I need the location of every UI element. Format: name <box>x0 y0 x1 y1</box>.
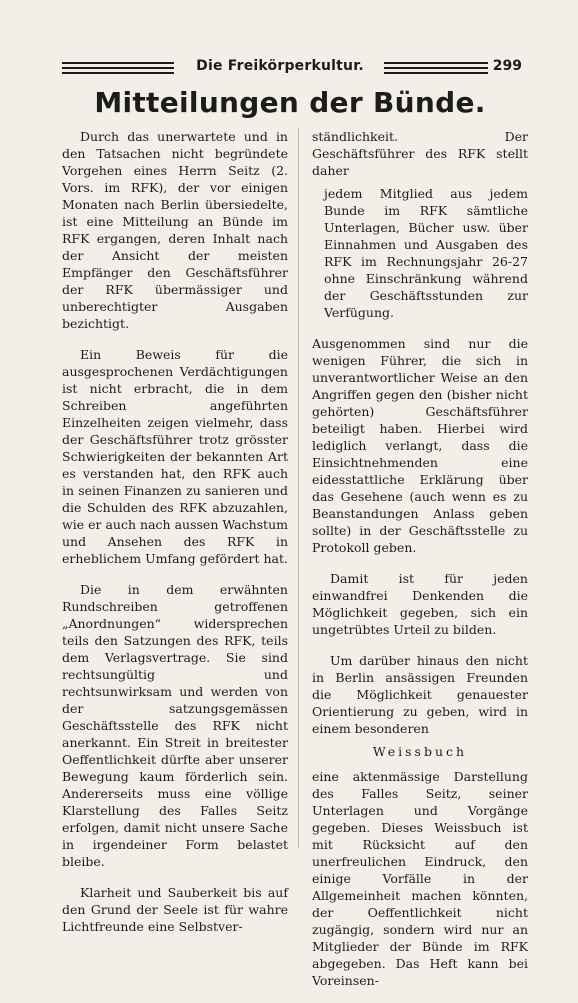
paragraph: Damit ist für jeden einwandfrei Denkenden die Möglichkeit gegeben, sich ein ungetrübtes Urteil zu bilden. <box>312 571 528 637</box>
paragraph: ständlichkeit. Der Geschäftsführer des RFK stellt daher <box>312 129 528 178</box>
section-title: Mitteilungen der Bünde. <box>94 86 486 119</box>
paragraph: Durch das unerwartete und in den Tatsachen nicht begründete Vorgehen eines Herrn Seitz (2. Vors. im RFK), der vor einigen Monaten nach Berlin übersiedelte, ist eine Mitteilung an Bünde im RFK ergangen, deren Inhalt nach der Ansicht der meisten Empfänger den Geschäftsführer der RFK übermässiger und unberechtigter Ausgaben bezichtigt. <box>62 129 288 331</box>
paragraph: Ein Beweis für die ausgesprochenen Verdächtigungen ist nicht erbracht, die in dem Schreiben angeführten Einzelheiten zeigen vielmehr, dass der Geschäftsführer trotz grösster Schwierigkeiten der bekannten Art es verstanden hat, den RFK auch in seinen Finanzen zu sanieren und die Schulden des RFK abzuzahlen, wie er auch nach aussen Wachstum und Ansehen des RFK in erheblichem Umfang gefördert hat. <box>62 347 288 566</box>
page-number: 299 <box>492 58 522 74</box>
right-column <box>312 128 528 1003</box>
paragraph: Um darüber hinaus den nicht in Berlin ansässigen Freunden die Möglichkeit genauester Orientierung zu geben, wird in einem besonderen <box>312 653 528 736</box>
running-title: Die Freikörperkultur. <box>196 58 364 74</box>
header-rule-right <box>384 62 488 76</box>
header-rule-left <box>62 62 174 76</box>
subheading: Weissbuch <box>372 744 468 759</box>
paragraph: eine aktenmässige Darstellung des Falles Seitz, seiner Unterlagen und Vorgänge gegeben. Dieses Weissbuch ist mit Rücksicht auf den unerfreulichen Eindruck, den einige Vorfälle in der Allgemeinheit machen könnten, der Oeffentlichkeit nicht zugängig, sondern wird nur an Mitglieder der Bünde im RFK abgegeben. Das Heft kann bei Voreinsen- <box>312 769 528 988</box>
paragraph: Ausgenommen sind nur die wenigen Führer, die sich in unverantwortlicher Weise an den Angriffen gegen den (bisher nicht gehörten) Geschäftsführer beteiligt haben. Hierbei wird lediglich verlangt, dass die Einsichtnehmenden eine eidesstattliche Erklärung über das Gesehene (auch wenn es zu Beanstandungen Anlass geben sollte) in der Geschäftsstelle zu Protokoll geben. <box>312 336 528 555</box>
running-header <box>62 58 522 82</box>
left-column <box>62 128 288 949</box>
paragraph: Die in dem erwähnten Rundschreiben getroffenen „Anordnungen“ widersprechen teils den Satzungen des RFK, teils dem Verlagsvertrage. Sie sind rechtsungültig und rechtsunwirksam und werden von der satzungsgemässen Geschäftsstelle des RFK nicht anerkannt. Ein Streit in breitester Oeffentlichkeit dürfte aber unserer Bewegung kaum förderlich sein. Andererseits muss eine völlige Klarstellung des Falles Seitz erfolgen, damit nicht unsere Sache in irgendeiner Form belastet bleibe. <box>62 582 288 869</box>
column-divider <box>298 128 299 848</box>
indented-statement: jedem Mitglied aus jedem Bunde im RFK sämtliche Unterlagen, Bücher usw. über Einnahmen und Ausgaben des RFK im Rechnungsjahr 26-27 ohne Einschränkung während der Geschäftsstunden zur Verfügung. <box>324 186 528 320</box>
paragraph: Klarheit und Sauberkeit bis auf den Grund der Seele ist für wahre Lichtfreunde eine Selbstver- <box>62 885 288 934</box>
